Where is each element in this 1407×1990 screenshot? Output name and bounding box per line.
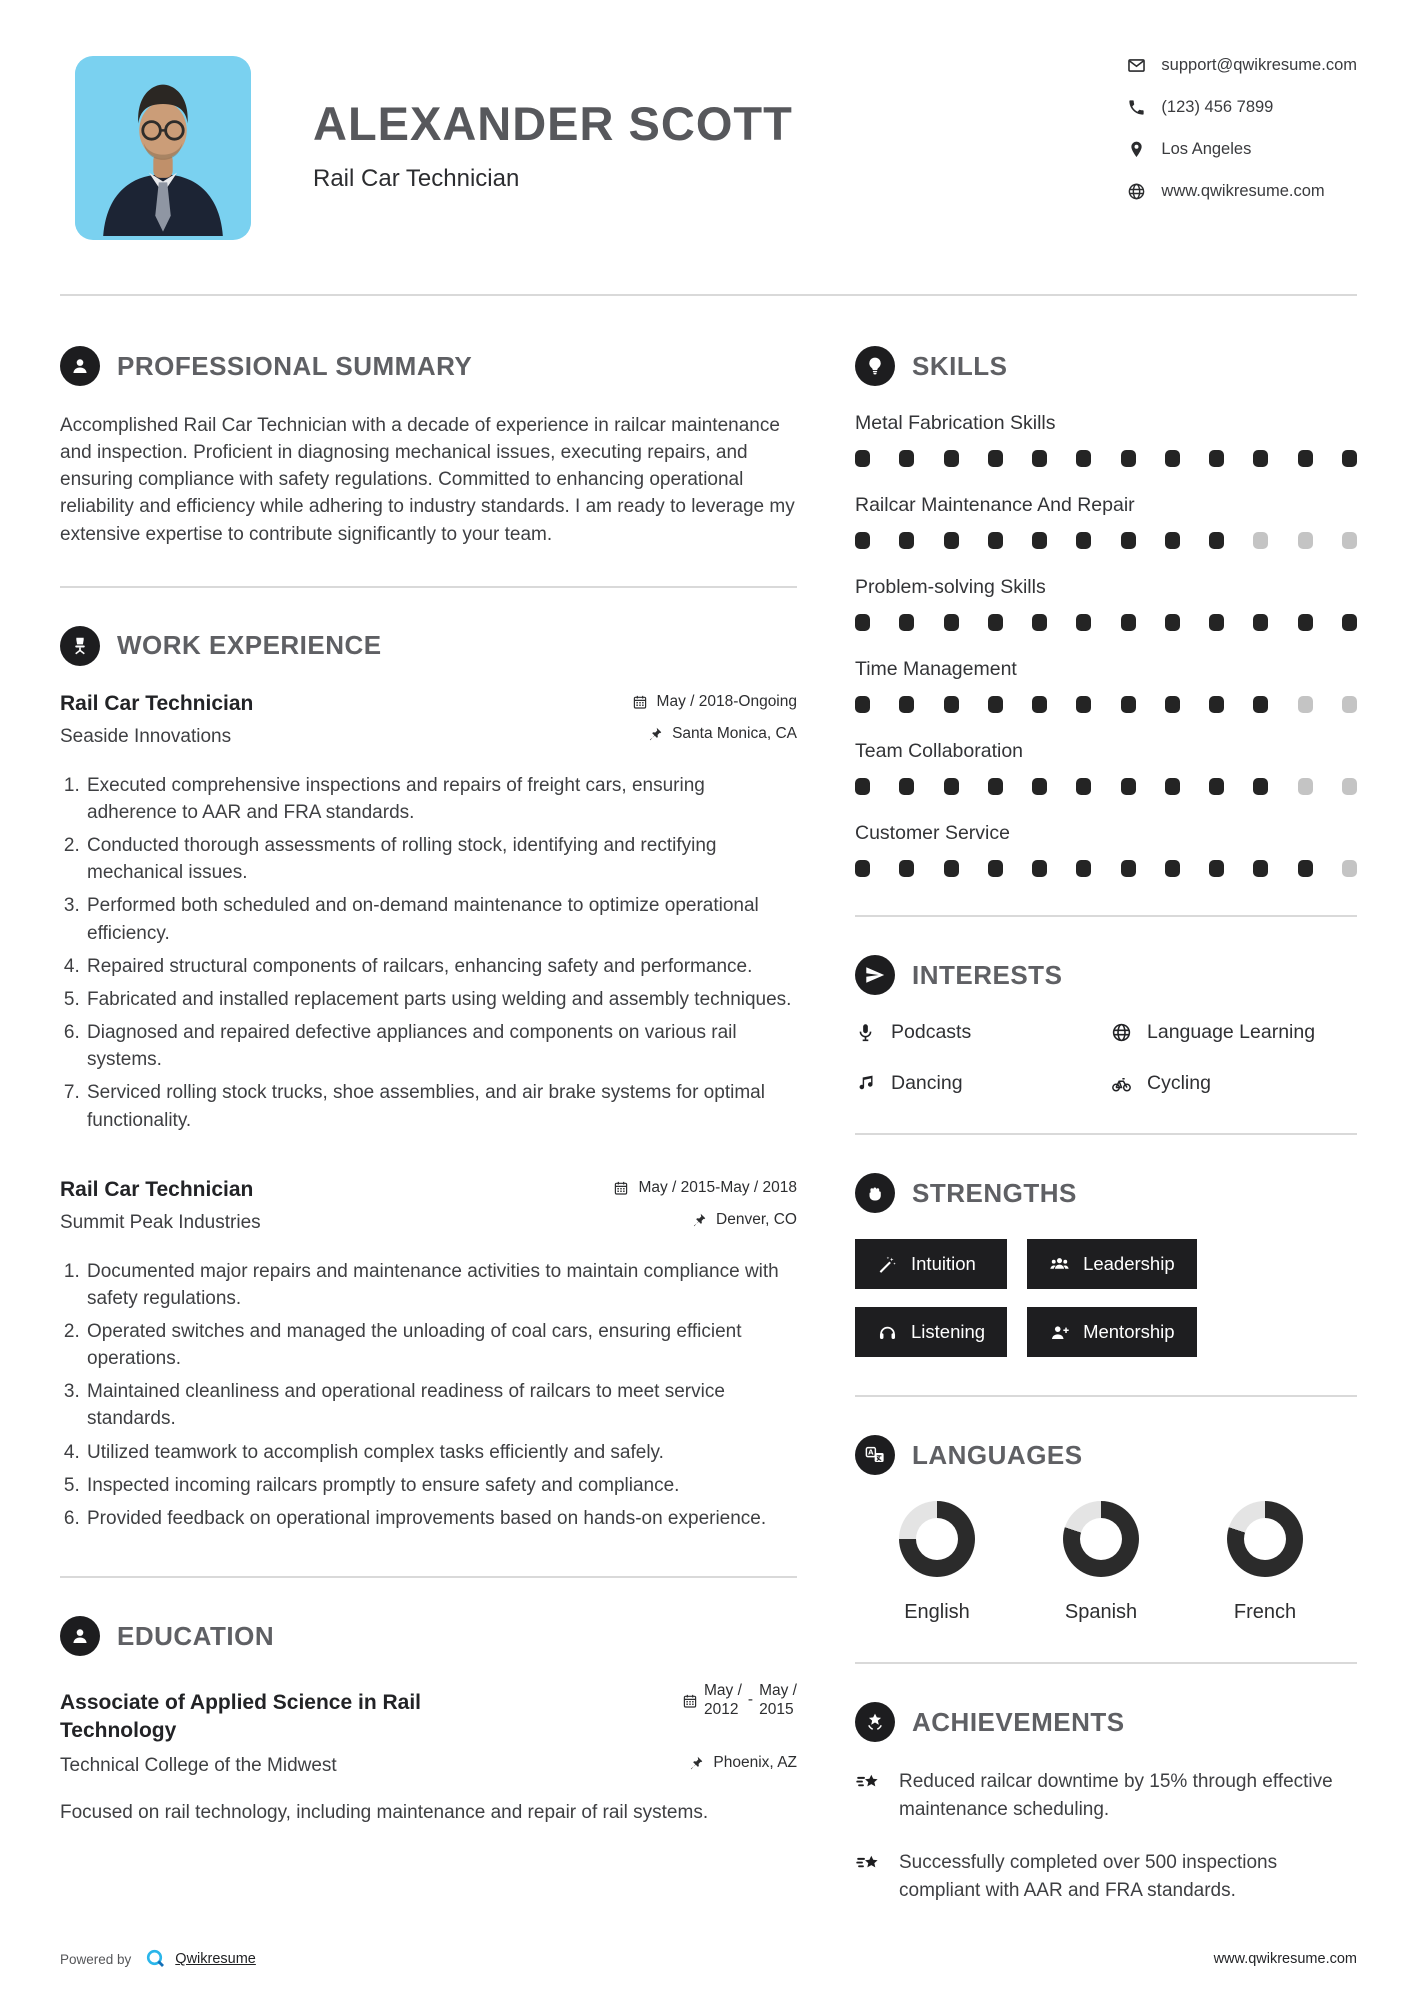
job-entry: [60, 692, 797, 1134]
skill-dot: [1253, 614, 1268, 631]
header: [60, 0, 1357, 240]
skill-dot: [1165, 614, 1180, 631]
right-column: [855, 346, 1357, 1930]
section-strengths: [855, 1173, 1357, 1357]
skill-dot: [1032, 860, 1047, 877]
skill-dot: [899, 696, 914, 713]
skill-dot: [1342, 614, 1357, 631]
magic-wand-icon: [877, 1254, 898, 1275]
skill-dot: [1076, 860, 1091, 877]
job-bullet: 4. Repaired structural components of railcars, enhancing safety and performance.: [85, 953, 797, 980]
skill-dot: [1342, 696, 1357, 713]
education-degree: Associate of Applied Science in Rail Technology: [60, 1690, 421, 1742]
skill-dot: [944, 696, 959, 713]
job-bullet: 2. Conducted thorough assessments of rolling stock, identifying and rectifying mechanical issues.: [85, 832, 797, 886]
email-icon: [1127, 56, 1146, 75]
bicycle-icon: [1111, 1073, 1132, 1094]
education-date-end: May / 2015: [759, 1682, 797, 1718]
skill-dot: [1032, 532, 1047, 549]
skill-dot: [1342, 450, 1357, 467]
calendar-icon: [682, 1693, 698, 1709]
globe-icon: [1127, 182, 1146, 201]
skill-dot: [1298, 696, 1313, 713]
skill-dot: [855, 614, 870, 631]
interest-item: [855, 1021, 1101, 1044]
team-icon: [1049, 1254, 1070, 1275]
strength-label: Mentorship: [1083, 1321, 1175, 1342]
languages-list: [855, 1501, 1357, 1624]
translate-icon: [855, 1435, 895, 1475]
skill-dot: [1076, 696, 1091, 713]
contact-email: [1127, 56, 1357, 75]
achievement-text: Reduced railcar downtime by 15% through effective maintenance scheduling.: [899, 1771, 1333, 1820]
skill-dot: [988, 778, 1003, 795]
section-divider: [855, 1133, 1357, 1135]
lightbulb-icon: [855, 346, 895, 386]
profile-photo: [75, 56, 251, 240]
pushpin-icon: [647, 726, 663, 742]
strength-label: Leadership: [1083, 1253, 1175, 1274]
job-entry: [60, 1178, 797, 1532]
skill-level-dots: [855, 778, 1357, 795]
interest-label: Cycling: [1147, 1072, 1211, 1094]
achievements-heading: ACHIEVEMENTS: [912, 1706, 1125, 1737]
education-description: Focused on rail technology, including maintenance and repair of rail systems.: [60, 1802, 709, 1824]
strengths-grid: [855, 1239, 1357, 1357]
job-bullet: 2. Operated switches and managed the unloading of coal cars, ensuring efficient operations.: [85, 1318, 797, 1372]
language-item: [1019, 1501, 1183, 1624]
job-bullet: 6. Diagnosed and repaired defective appliances and components on various rail systems.: [85, 1019, 797, 1073]
interest-item: [855, 1072, 1101, 1095]
job-company: Summit Peak Industries: [60, 1211, 261, 1233]
job-dates: [613, 1179, 797, 1197]
contact-location-text: Los Angeles: [1161, 140, 1252, 158]
skill-dot: [1076, 532, 1091, 549]
section-interests: [855, 955, 1357, 1095]
skill-dot: [1209, 532, 1224, 549]
skill-dot: [988, 696, 1003, 713]
candidate-name: ALEXANDER SCOTT: [313, 97, 793, 150]
skill-level-dots: [855, 860, 1357, 877]
section-divider: [855, 1662, 1357, 1664]
skill-row: [855, 494, 1357, 549]
job-bullet: 3. Performed both scheduled and on-demand maintenance to optimize operational efficiency.: [85, 892, 797, 946]
footer: [60, 1930, 1357, 1990]
interests-grid: [855, 1021, 1357, 1095]
skill-dot: [899, 614, 914, 631]
language-donut-chart: [899, 1501, 975, 1577]
brand-name[interactable]: Qwikresume: [175, 1951, 256, 1968]
education-dates: [682, 1682, 797, 1719]
education-date-start: May / 2012: [704, 1682, 742, 1718]
strength-badge: [1027, 1307, 1197, 1357]
contact-phone: [1127, 98, 1357, 117]
graduate-icon: [60, 1616, 100, 1656]
interest-label: Podcasts: [891, 1021, 972, 1043]
languages-heading: LANGUAGES: [912, 1439, 1083, 1470]
skill-level-dots: [855, 532, 1357, 549]
language-donut-chart: [1227, 1501, 1303, 1577]
skill-dot: [855, 450, 870, 467]
footer-website: www.qwikresume.com: [1213, 1951, 1357, 1968]
contact-phone-text: (123) 456 7899: [1161, 98, 1274, 116]
section-work-experience: [60, 626, 797, 1532]
skill-dot: [1032, 696, 1047, 713]
contact-website-text: www.qwikresume.com: [1161, 182, 1325, 200]
contact-list: [1127, 56, 1357, 201]
skill-dot: [1121, 696, 1136, 713]
section-divider: [855, 915, 1357, 917]
skill-dot: [1165, 450, 1180, 467]
skill-dot: [988, 614, 1003, 631]
education-heading: EDUCATION: [117, 1620, 275, 1651]
section-skills: [855, 346, 1357, 877]
skill-dot: [1121, 614, 1136, 631]
strength-badge: [1027, 1239, 1197, 1289]
interests-heading: INTERESTS: [912, 959, 1063, 990]
skill-dot: [1121, 450, 1136, 467]
skill-dot: [899, 450, 914, 467]
contact-website: [1127, 182, 1357, 201]
globe-icon: [1111, 1022, 1132, 1043]
skill-dot: [1121, 778, 1136, 795]
job-bullet: 3. Maintained cleanliness and operational readiness of railcars to meet service standards.: [85, 1378, 797, 1432]
section-professional-summary: [60, 346, 797, 548]
skill-dot: [1165, 532, 1180, 549]
skill-dot: [1209, 614, 1224, 631]
contact-location: [1127, 140, 1357, 159]
skill-dot: [1165, 860, 1180, 877]
skill-dot: [899, 532, 914, 549]
skills-heading: SKILLS: [912, 350, 1008, 381]
interest-item: [1111, 1072, 1357, 1095]
skill-dot: [1032, 614, 1047, 631]
pushpin-icon: [691, 1212, 707, 1228]
music-note-icon: [855, 1073, 876, 1094]
job-bullet-list: [60, 1258, 797, 1532]
skill-name: Team Collaboration: [855, 740, 1024, 762]
fist-icon: [855, 1173, 895, 1213]
skill-dot: [944, 860, 959, 877]
calendar-icon: [632, 694, 648, 710]
profile-photo-illustration: [75, 56, 251, 240]
identity: [313, 56, 793, 193]
skill-dot: [1032, 450, 1047, 467]
office-chair-icon: [60, 626, 100, 666]
skill-dot: [1165, 778, 1180, 795]
skill-name: Time Management: [855, 658, 1017, 680]
skill-dot: [855, 778, 870, 795]
skill-name: Railcar Maintenance And Repair: [855, 494, 1135, 516]
job-dates: [632, 693, 797, 711]
skill-row: [855, 412, 1357, 467]
skill-name: Metal Fabrication Skills: [855, 412, 1056, 434]
skill-dot: [1076, 778, 1091, 795]
job-location: [647, 725, 797, 743]
interest-label: Language Learning: [1147, 1021, 1316, 1043]
job-company: Seaside Innovations: [60, 725, 232, 747]
qwikresume-logo-icon: [145, 1948, 167, 1970]
section-divider: [60, 586, 797, 588]
skill-dot: [1298, 860, 1313, 877]
job-dates-text: May / 2015-May / 2018: [638, 1178, 797, 1196]
powered-by-label: Powered by: [60, 1951, 132, 1967]
skills-list: [855, 412, 1357, 877]
section-languages: [855, 1435, 1357, 1624]
skill-dot: [1342, 532, 1357, 549]
strengths-heading: STRENGTHS: [912, 1177, 1077, 1208]
skill-dot: [1253, 532, 1268, 549]
skill-dot: [1076, 614, 1091, 631]
left-column: [60, 346, 797, 1930]
strength-badge: [855, 1239, 1007, 1289]
language-donut-chart: [1063, 1501, 1139, 1577]
achievement-item: [855, 1768, 1357, 1823]
education-date-separator: -: [747, 1691, 754, 1709]
shooting-star-icon: [855, 1851, 882, 1878]
contact-email-text: support@qwikresume.com: [1161, 56, 1357, 74]
section-achievements: [855, 1702, 1357, 1904]
education-location-text: Phoenix, AZ: [713, 1754, 797, 1772]
skill-name: Customer Service: [855, 822, 1010, 844]
skill-dot: [1298, 614, 1313, 631]
skill-dot: [944, 778, 959, 795]
skill-dot: [944, 614, 959, 631]
job-title: Rail Car Technician: [60, 1177, 254, 1201]
job-location: [691, 1211, 797, 1229]
interest-label: Dancing: [891, 1072, 963, 1094]
skill-dot: [899, 860, 914, 877]
achievement-item: [855, 1849, 1357, 1904]
skill-row: [855, 576, 1357, 631]
language-name: French: [1233, 1601, 1297, 1623]
skill-dot: [1253, 778, 1268, 795]
skill-dot: [1253, 450, 1268, 467]
strength-badge: [855, 1307, 1007, 1357]
calendar-icon: [613, 1180, 629, 1196]
skill-row: [855, 740, 1357, 795]
achievement-text: Successfully completed over 500 inspections compliant with AAR and FRA standards.: [899, 1852, 1278, 1901]
person-icon: [60, 346, 100, 386]
skill-dot: [1253, 696, 1268, 713]
skill-dot: [1342, 778, 1357, 795]
skill-dot: [1209, 696, 1224, 713]
job-bullet-list: [60, 772, 797, 1134]
education-school: Technical College of the Midwest: [60, 1755, 337, 1777]
summary-text: Accomplished Rail Car Technician with a decade of experience in railcar maintenance and inspection. Proficient in diagnosing mechanical issues, executing repairs, and ensuring compliance with safety regulations. Committed to enhancing operational reliability and efficiency while adhering to industry standards. I am ready to leverage my extensive expertise to contribute significantly to your team.: [60, 415, 795, 545]
language-item: [855, 1501, 1019, 1624]
skill-dot: [1165, 696, 1180, 713]
job-bullet: 4. Utilized teamwork to accomplish complex tasks efficiently and safely.: [85, 1439, 797, 1466]
skill-dot: [1121, 532, 1136, 549]
skill-dot: [1209, 860, 1224, 877]
skill-dot: [1209, 450, 1224, 467]
job-dates-text: May / 2018-Ongoing: [656, 692, 797, 710]
brand-link[interactable]: [145, 1948, 256, 1970]
job-bullet: 1. Executed comprehensive inspections and repairs of freight cars, ensuring adherence to AAR and FRA standards.: [85, 772, 797, 826]
skill-dot: [1209, 778, 1224, 795]
skill-dot: [1032, 778, 1047, 795]
education-location: [688, 1754, 797, 1772]
job-bullet: 5. Inspected incoming railcars promptly to ensure safety and compliance.: [85, 1472, 797, 1499]
skill-dot: [855, 696, 870, 713]
skill-row: [855, 658, 1357, 713]
skill-dot: [944, 450, 959, 467]
skill-dot: [1298, 778, 1313, 795]
skill-level-dots: [855, 614, 1357, 631]
language-name: English: [904, 1601, 970, 1623]
section-divider: [60, 1576, 797, 1578]
skill-dot: [1253, 860, 1268, 877]
person-plus-icon: [1049, 1322, 1070, 1343]
header-divider: [60, 294, 1357, 296]
job-bullet: 1. Documented major repairs and maintenance activities to maintain compliance with safety regulations.: [85, 1258, 797, 1312]
pushpin-icon: [688, 1755, 704, 1771]
strength-label: Intuition: [911, 1253, 976, 1274]
skill-dot: [855, 860, 870, 877]
skill-dot: [899, 778, 914, 795]
skill-dot: [988, 532, 1003, 549]
skill-dot: [988, 450, 1003, 467]
skill-dot: [1121, 860, 1136, 877]
skill-level-dots: [855, 450, 1357, 467]
skill-dot: [855, 532, 870, 549]
job-bullet: 6. Provided feedback on operational improvements based on hands-on experience.: [85, 1505, 797, 1532]
phone-icon: [1127, 98, 1146, 117]
job-bullet: 5. Fabricated and installed replacement parts using welding and assembly techniques.: [85, 986, 797, 1013]
skill-dot: [944, 532, 959, 549]
skill-level-dots: [855, 696, 1357, 713]
skill-dot: [1342, 860, 1357, 877]
job-title: Rail Car Technician: [60, 691, 254, 715]
medal-star-icon: [855, 1702, 895, 1742]
shooting-star-icon: [855, 1770, 882, 1797]
skill-dot: [1298, 450, 1313, 467]
skill-name: Problem-solving Skills: [855, 576, 1046, 598]
candidate-title: Rail Car Technician: [313, 165, 520, 192]
location-icon: [1127, 140, 1146, 159]
microphone-icon: [855, 1022, 876, 1043]
summary-heading: PROFESSIONAL SUMMARY: [117, 350, 473, 381]
job-location-text: Denver, CO: [716, 1210, 797, 1228]
work-heading: WORK EXPERIENCE: [117, 630, 382, 661]
job-location-text: Santa Monica, CA: [672, 724, 797, 742]
headphones-icon: [877, 1322, 898, 1343]
skill-dot: [1076, 450, 1091, 467]
skill-dot: [1298, 532, 1313, 549]
skill-dot: [988, 860, 1003, 877]
section-divider: [855, 1395, 1357, 1397]
skill-row: [855, 822, 1357, 877]
section-education: [60, 1616, 797, 1826]
language-name: Spanish: [1064, 1601, 1138, 1623]
language-item: [1183, 1501, 1347, 1624]
strength-label: Listening: [911, 1321, 986, 1342]
job-bullet: 7. Serviced rolling stock trucks, shoe assemblies, and air brake systems for optimal functionality.: [85, 1079, 797, 1133]
paper-plane-icon: [855, 955, 895, 995]
interest-item: [1111, 1021, 1357, 1044]
